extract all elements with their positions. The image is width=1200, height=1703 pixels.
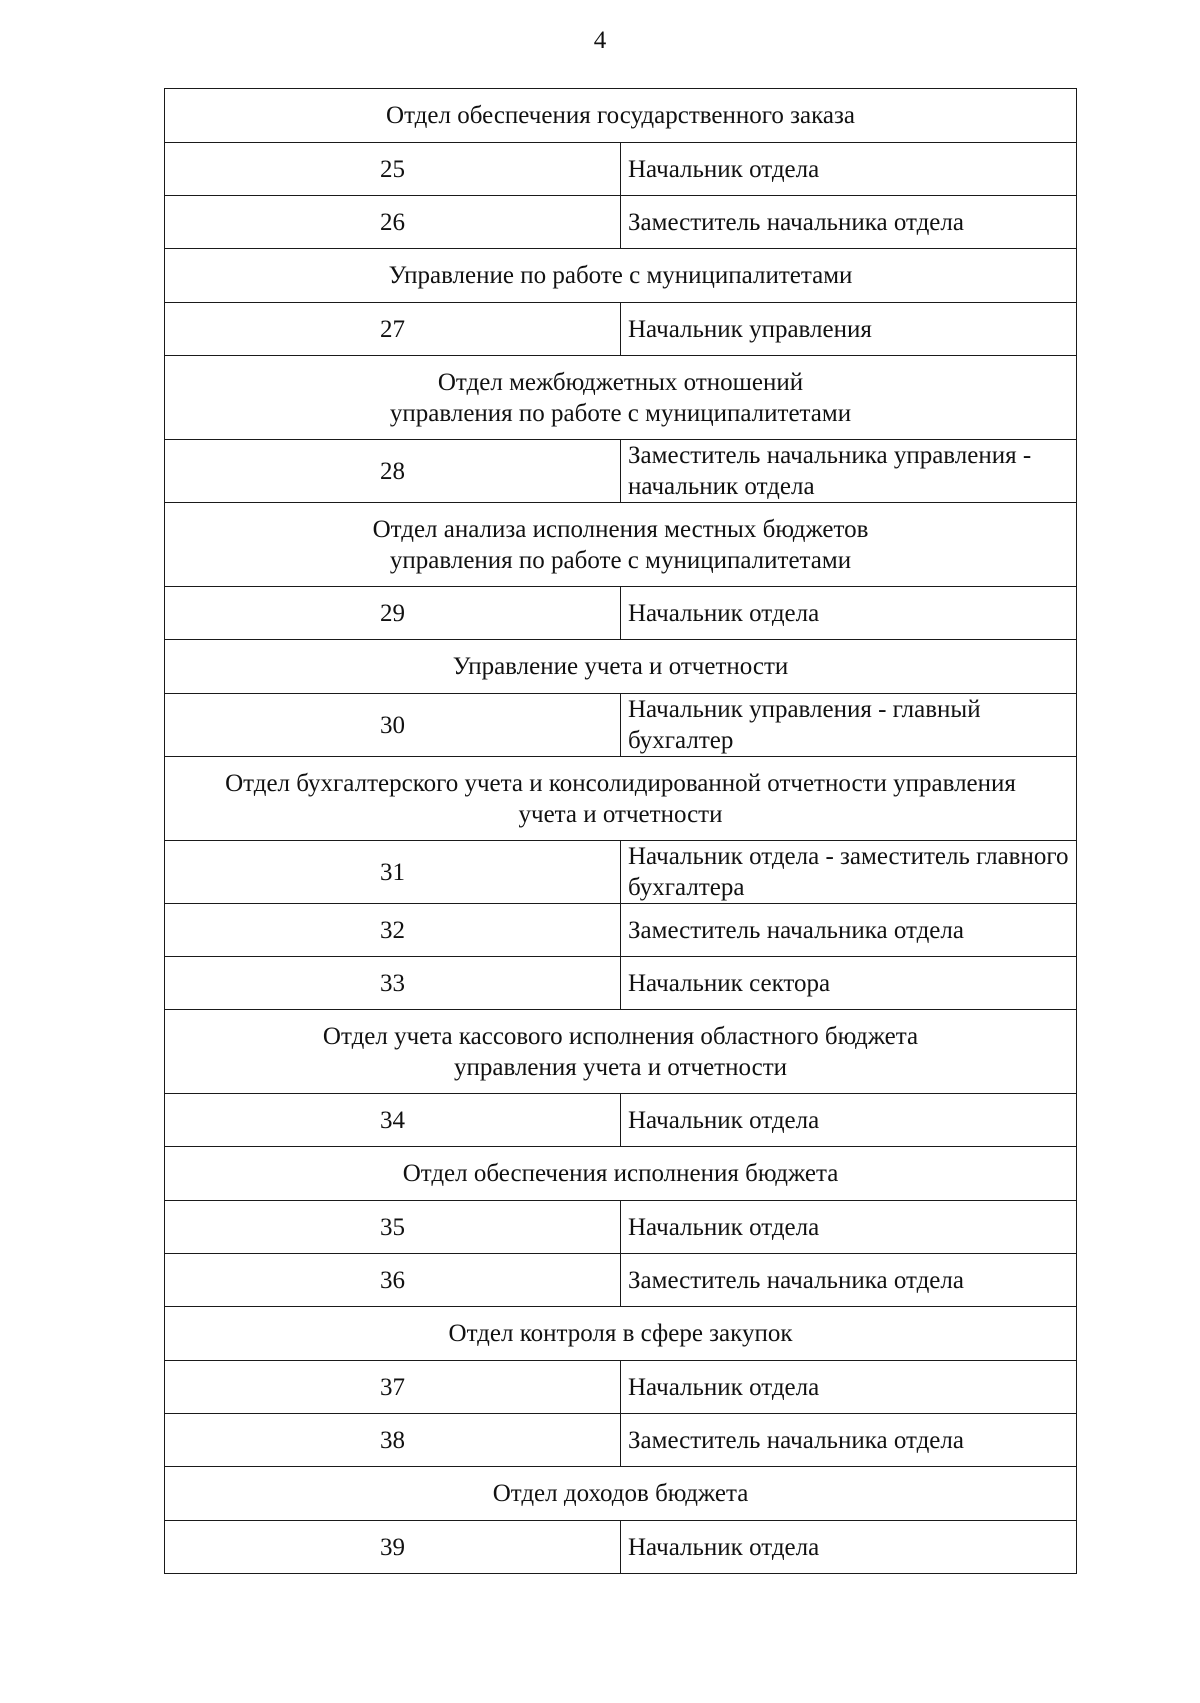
table-row xyxy=(165,904,1077,957)
section-title-line: Отдел межбюджетных отношений xyxy=(437,368,804,396)
positions-table xyxy=(164,88,1077,1574)
table-row xyxy=(165,1521,1077,1574)
row-number: 37 xyxy=(165,1361,621,1414)
section-header-row xyxy=(165,249,1077,303)
row-number: 25 xyxy=(165,143,621,196)
section-title-line: Отдел обеспечения государственного заказа xyxy=(386,102,855,129)
position-title: Начальник управления - главный бухгалтер xyxy=(621,694,1077,757)
section-title-line: Управление по работе с муниципалитетами xyxy=(388,262,853,289)
row-number: 38 xyxy=(165,1414,621,1467)
section-header-row xyxy=(165,1467,1077,1521)
position-title: Заместитель начальника управления - начальник отдела xyxy=(621,440,1077,503)
section-title-line: Отдел доходов бюджета xyxy=(492,1480,749,1507)
section-header-row xyxy=(165,89,1077,143)
page-number: 4 xyxy=(593,27,607,54)
section-header-row xyxy=(165,503,1077,587)
row-number: 31 xyxy=(165,841,621,904)
section-title-line: учета и отчетности xyxy=(518,800,723,828)
position-title: Начальник отдела xyxy=(621,1361,1077,1414)
position-title: Заместитель начальника отдела xyxy=(621,196,1077,249)
position-title: Начальник отдела xyxy=(621,587,1077,640)
section-title-line: управления учета и отчетности xyxy=(454,1053,787,1081)
position-title: Начальник отдела - заместитель главного бухгалтера xyxy=(621,841,1077,904)
row-number: 36 xyxy=(165,1254,621,1307)
section-title xyxy=(165,89,1077,143)
section-header-row xyxy=(165,356,1077,440)
row-number: 27 xyxy=(165,303,621,356)
row-number: 26 xyxy=(165,196,621,249)
row-number: 34 xyxy=(165,1094,621,1147)
table-row xyxy=(165,1361,1077,1414)
section-title-line: управления по работе с муниципалитетами xyxy=(389,399,852,427)
row-number: 35 xyxy=(165,1201,621,1254)
position-title: Заместитель начальника отдела xyxy=(621,904,1077,957)
section-header-row xyxy=(165,1010,1077,1094)
section-title xyxy=(165,249,1077,303)
section-title xyxy=(165,1010,1077,1094)
table-row xyxy=(165,1201,1077,1254)
row-number: 39 xyxy=(165,1521,621,1574)
positions-table-body xyxy=(165,89,1077,1574)
table-row xyxy=(165,587,1077,640)
section-header-row xyxy=(165,640,1077,694)
section-title-line: Отдел учета кассового исполнения областного бюджета xyxy=(322,1022,919,1050)
table-row xyxy=(165,957,1077,1010)
table-row xyxy=(165,196,1077,249)
section-title-line: управления по работе с муниципалитетами xyxy=(389,546,852,574)
table-row xyxy=(165,303,1077,356)
section-title xyxy=(165,1307,1077,1361)
section-title xyxy=(165,1147,1077,1201)
position-title: Начальник управления xyxy=(621,303,1077,356)
row-number: 33 xyxy=(165,957,621,1010)
position-title: Начальник отдела xyxy=(621,1201,1077,1254)
row-number: 30 xyxy=(165,694,621,757)
position-title: Начальник отдела xyxy=(621,1521,1077,1574)
section-title xyxy=(165,640,1077,694)
position-title: Заместитель начальника отдела xyxy=(621,1254,1077,1307)
table-row xyxy=(165,440,1077,503)
section-title xyxy=(165,503,1077,587)
section-title xyxy=(165,1467,1077,1521)
row-number: 28 xyxy=(165,440,621,503)
section-title-line: Управление учета и отчетности xyxy=(452,653,789,680)
table-row xyxy=(165,143,1077,196)
section-title-line: Отдел бухгалтерского учета и консолидированной отчетности управления xyxy=(225,769,1016,797)
table-row xyxy=(165,1254,1077,1307)
section-header-row xyxy=(165,757,1077,841)
section-header-row xyxy=(165,1147,1077,1201)
section-title-line: Отдел анализа исполнения местных бюджетов xyxy=(372,515,869,543)
section-title xyxy=(165,757,1077,841)
table-row xyxy=(165,1414,1077,1467)
row-number: 32 xyxy=(165,904,621,957)
section-title-line: Отдел контроля в сфере закупок xyxy=(448,1320,793,1347)
row-number: 29 xyxy=(165,587,621,640)
section-title-line: Отдел обеспечения исполнения бюджета xyxy=(402,1160,839,1187)
table-row xyxy=(165,841,1077,904)
table-row xyxy=(165,694,1077,757)
section-header-row xyxy=(165,1307,1077,1361)
table-row xyxy=(165,1094,1077,1147)
position-title: Заместитель начальника отдела xyxy=(621,1414,1077,1467)
position-title: Начальник отдела xyxy=(621,143,1077,196)
section-title xyxy=(165,356,1077,440)
position-title: Начальник отдела xyxy=(621,1094,1077,1147)
position-title: Начальник сектора xyxy=(621,957,1077,1010)
